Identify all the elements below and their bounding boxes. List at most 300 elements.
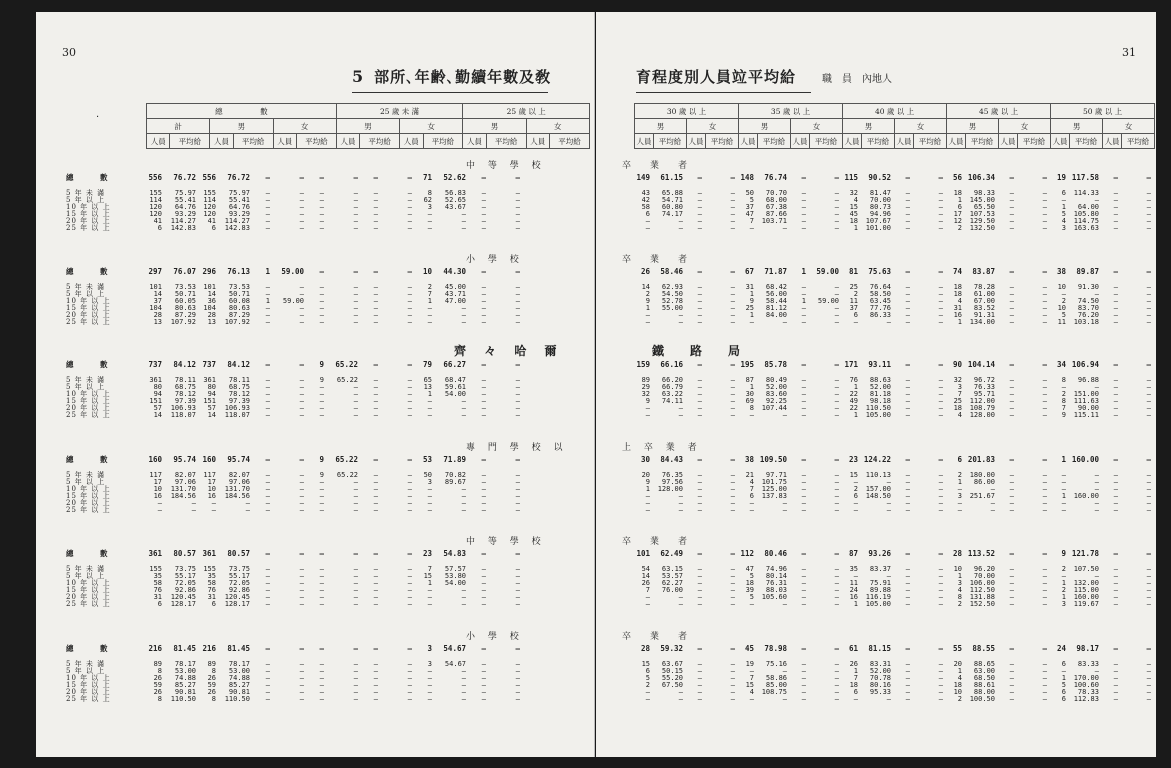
row-label: 5 年 未 滿 (66, 283, 106, 291)
table-cell: — (730, 579, 735, 587)
table-cell: 80.49 (765, 376, 787, 384)
table-cell: 68.42 (765, 283, 787, 291)
table-cell: — (265, 411, 270, 419)
table-cell: 25 (745, 304, 754, 312)
table-cell: 78.98 (764, 644, 787, 653)
table-cell: 14 (207, 290, 216, 298)
table-cell: 2 (853, 485, 858, 493)
table-cell: 3 (427, 660, 432, 668)
table-cell: 90.81 (174, 688, 196, 696)
page-title (352, 66, 551, 87)
header-subgroup: 男 (843, 119, 895, 134)
table-cell: — (461, 586, 466, 594)
table-cell: — (481, 360, 486, 369)
table-cell: 54.67 (444, 660, 466, 668)
table-cell: 54.50 (661, 290, 683, 298)
header-leaf: 平均給 (862, 134, 895, 149)
table-cell: — (299, 667, 304, 675)
header-leaf: 平均給 (654, 134, 687, 149)
table-cell: — (1009, 471, 1014, 479)
table-cell: 32 (641, 390, 650, 398)
table-cell: — (1042, 304, 1047, 312)
table-cell: — (853, 572, 858, 580)
table-cell: 107.53 (969, 210, 995, 218)
table-cell: — (697, 600, 702, 608)
table-cell: 78.17 (174, 660, 196, 668)
table-cell: — (299, 173, 304, 182)
table-cell: — (1146, 267, 1151, 276)
table-cell: 67.50 (661, 681, 683, 689)
table-cell: 184.56 (224, 492, 250, 500)
table-cell: — (1042, 660, 1047, 668)
table-cell: 6 (1061, 660, 1066, 668)
table-cell: 3 (957, 383, 962, 391)
table-cell: — (353, 593, 358, 601)
table-cell: 28 (153, 311, 162, 319)
total-row (636, 455, 1156, 464)
table-cell: 59.00 (816, 267, 839, 276)
table-cell: — (905, 681, 910, 689)
table-cell: — (319, 644, 324, 653)
table-cell: 56 (952, 173, 962, 182)
table-cell: — (299, 499, 304, 507)
table-cell: — (938, 173, 943, 182)
table-cell: — (319, 695, 324, 703)
table-cell: 1 (749, 290, 754, 298)
table-cell: — (834, 224, 839, 232)
table-cell: — (319, 196, 324, 204)
table-cell: 216 (148, 644, 162, 653)
table-cell: — (299, 196, 304, 204)
header-leaf: 人員 (210, 134, 233, 149)
table-cell: — (834, 411, 839, 419)
table-cell: — (427, 217, 432, 225)
table-cell: 128.00 (657, 485, 683, 493)
table-cell: — (265, 565, 270, 573)
table-cell: — (938, 478, 943, 486)
table-cell: 55.17 (174, 572, 196, 580)
row-label: 5 年 以 上 (66, 196, 106, 204)
table-cell: 53 (422, 455, 432, 464)
table-cell: — (1009, 478, 1014, 486)
row-label: 10 年 以 上 (66, 674, 111, 682)
table-cell: 1 (957, 478, 962, 486)
table-cell: 53.80 (444, 572, 466, 580)
table-cell: — (265, 290, 270, 298)
table-cell: 80.46 (764, 549, 787, 558)
table-header (634, 103, 1155, 149)
table-cell: 52.78 (661, 297, 683, 305)
table-cell: — (957, 499, 962, 507)
table-cell: — (730, 695, 735, 703)
table-cell: 78.17 (228, 660, 250, 668)
table-cell: — (886, 499, 891, 507)
table-cell: — (834, 549, 839, 558)
total-row (66, 644, 586, 653)
table-cell: — (905, 695, 910, 703)
table-cell: 97.71 (765, 471, 787, 479)
table-cell: 58 (153, 579, 162, 587)
table-cell: — (299, 283, 304, 291)
table-cell: — (481, 404, 486, 412)
table-cell: 10 (422, 267, 432, 276)
table-cell: — (730, 217, 735, 225)
table-cell: 37 (745, 203, 754, 211)
table-cell: 83.31 (869, 660, 891, 668)
table-cell: 15 (423, 572, 432, 580)
table-cell: — (1113, 196, 1118, 204)
table-cell: — (749, 318, 754, 326)
table-cell: 171 (844, 360, 858, 369)
table-cell: 3 (427, 644, 432, 653)
table-cell: — (905, 455, 910, 464)
header-subgroup: 計 (147, 119, 210, 134)
row-label: 10 年 以 上 (66, 203, 111, 211)
table-cell: 88.00 (973, 688, 995, 696)
table-cell: — (905, 360, 910, 369)
table-cell: — (1146, 304, 1151, 312)
table-cell: — (730, 390, 735, 398)
row-label: 5 年 以 上 (66, 667, 106, 675)
table-cell: — (938, 189, 943, 197)
table-cell: — (515, 485, 520, 493)
row-label: 5 年 以 上 (66, 478, 106, 486)
table-cell: 62.49 (660, 549, 683, 558)
header-leaf: 人員 (1051, 134, 1070, 149)
table-cell: — (730, 189, 735, 197)
table-cell: — (834, 485, 839, 493)
table-cell: 4 (853, 196, 858, 204)
table-cell: — (1009, 311, 1014, 319)
table-cell: — (1061, 383, 1066, 391)
table-cell: 57 (153, 404, 162, 412)
table-cell: — (834, 283, 839, 291)
table-cell: — (697, 695, 702, 703)
table-cell: 92.86 (228, 586, 250, 594)
table-cell: — (678, 492, 683, 500)
table-cell: 120 (149, 210, 162, 218)
table-cell: — (515, 189, 520, 197)
table-cell: 66.16 (660, 360, 683, 369)
table-cell: 157.00 (865, 485, 891, 493)
header-leaf: 人員 (999, 134, 1018, 149)
table-cell: — (1113, 593, 1118, 601)
table-cell: — (905, 203, 910, 211)
table-cell: 13 (207, 318, 216, 326)
table-cell: 21 (745, 471, 754, 479)
table-cell: — (834, 644, 839, 653)
table-row (636, 695, 1156, 704)
table-cell: — (407, 492, 412, 500)
table-cell: — (834, 203, 839, 211)
table-cell: 9 (645, 478, 650, 486)
table-cell: 6 (957, 455, 962, 464)
header-leaf: 平均給 (486, 134, 526, 149)
table-cell: — (373, 397, 378, 405)
table-cell: — (678, 506, 683, 514)
table-cell: 5 (749, 196, 754, 204)
table-cell: — (481, 318, 486, 326)
table-cell: — (730, 196, 735, 204)
table-cell: 67 (744, 267, 754, 276)
table-cell: — (853, 506, 858, 514)
table-cell: — (782, 499, 787, 507)
table-cell: — (1146, 600, 1151, 608)
table-cell: 16 (849, 593, 858, 601)
table-cell: — (697, 688, 702, 696)
table-cell: — (697, 506, 702, 514)
table-cell: 54.00 (444, 390, 466, 398)
table-cell: 88.03 (765, 586, 787, 594)
table-cell: — (938, 593, 943, 601)
table-cell: — (834, 681, 839, 689)
table-cell: 76.72 (173, 173, 196, 182)
table-cell: 74.50 (1077, 297, 1099, 305)
table-cell: 114.75 (1073, 217, 1099, 225)
table-cell: 75.16 (765, 660, 787, 668)
table-cell: — (1113, 586, 1118, 594)
table-cell: 55.41 (228, 196, 250, 204)
table-cell: — (801, 600, 806, 608)
table-cell: — (905, 189, 910, 197)
table-cell: — (1042, 593, 1047, 601)
table-cell: 41 (153, 217, 162, 225)
table-cell: — (730, 499, 735, 507)
row-label: 20 年 以 上 (66, 404, 111, 412)
table-cell: — (353, 210, 358, 218)
table-cell: 124.22 (863, 455, 891, 464)
table-cell: — (299, 397, 304, 405)
table-cell: 93.26 (868, 549, 891, 558)
page-number: 31 (1122, 46, 1136, 59)
table-cell: 108.75 (761, 688, 787, 696)
table-cell: — (299, 455, 304, 464)
table-cell: — (319, 485, 324, 493)
table-cell: 361 (202, 549, 216, 558)
table-cell: 54 (641, 565, 650, 573)
table-cell: — (697, 376, 702, 384)
table-cell: — (938, 565, 943, 573)
table-cell: — (957, 506, 962, 514)
table-cell: — (1009, 455, 1014, 464)
table-cell: — (1042, 644, 1047, 653)
table-cell: 56.00 (765, 290, 787, 298)
table-cell: 94.96 (869, 210, 891, 218)
page-title: 育程度別人員竝平均給 (636, 68, 797, 86)
table-cell: 84.12 (227, 360, 250, 369)
table-cell: — (515, 224, 520, 232)
table-cell: — (515, 572, 520, 580)
table-cell: — (1042, 297, 1047, 305)
table-cell: 58.50 (869, 290, 891, 298)
table-cell: — (730, 586, 735, 594)
table-cell: — (407, 290, 412, 298)
table-cell: — (938, 397, 943, 405)
table-cell: — (905, 210, 910, 218)
table-cell: 70.00 (869, 196, 891, 204)
table-cell: — (191, 506, 196, 514)
table-cell: — (1042, 549, 1047, 558)
table-cell: — (697, 297, 702, 305)
table-cell: — (801, 290, 806, 298)
table-cell: 1 (957, 196, 962, 204)
table-cell: — (461, 688, 466, 696)
table-cell: — (427, 681, 432, 689)
table-cell: 159 (636, 360, 650, 369)
table-cell: 74.88 (228, 674, 250, 682)
table-cell: — (938, 376, 943, 384)
table-cell: — (407, 397, 412, 405)
table-cell: — (801, 318, 806, 326)
table-cell: 1 (957, 667, 962, 675)
right-page (596, 12, 1156, 757)
table-cell: 125.00 (761, 485, 787, 493)
table-cell: 9 (1061, 549, 1066, 558)
table-cell: 74.96 (765, 565, 787, 573)
table-cell: — (730, 674, 735, 682)
table-cell: — (265, 404, 270, 412)
table-cell: 7 (645, 586, 650, 594)
table-cell: — (319, 549, 324, 558)
table-cell: 63.45 (869, 297, 891, 305)
table-cell: — (1113, 492, 1118, 500)
table-cell: — (1146, 688, 1151, 696)
table-cell: — (853, 695, 858, 703)
table-cell: 54.83 (443, 549, 466, 558)
table-cell: 89 (153, 660, 162, 668)
table-cell: — (1061, 572, 1066, 580)
table-cell: — (407, 549, 412, 558)
table-cell: — (299, 290, 304, 298)
table-cell: 216 (202, 644, 216, 653)
table-cell: — (645, 688, 650, 696)
table-row (636, 411, 1156, 420)
table-cell: — (515, 290, 520, 298)
table-cell: — (697, 471, 702, 479)
table-cell: — (407, 189, 412, 197)
header-leaf: 平均給 (1122, 134, 1155, 149)
table-cell: — (1009, 304, 1014, 312)
table-cell: 59.00 (817, 297, 839, 305)
table-cell: 101 (203, 283, 216, 291)
table-cell: — (905, 297, 910, 305)
table-cell: — (905, 311, 910, 319)
table-cell: 64.76 (228, 203, 250, 211)
table-cell: 95.74 (173, 455, 196, 464)
table-cell: — (886, 506, 891, 514)
table-cell: — (938, 224, 943, 232)
table-cell: — (353, 397, 358, 405)
table-cell: — (749, 667, 754, 675)
table-cell: — (353, 572, 358, 580)
table-cell: — (1113, 667, 1118, 675)
table-cell: 1 (265, 267, 270, 276)
table-cell: 160 (202, 455, 216, 464)
table-cell: 2 (957, 695, 962, 703)
header-group: 30 歲 以 上 (635, 104, 739, 119)
table-cell: — (834, 304, 839, 312)
table-cell: — (1009, 411, 1014, 419)
table-cell: 1 (427, 297, 432, 305)
table-cell: — (299, 411, 304, 419)
table-cell: — (1113, 695, 1118, 703)
table-cell: — (319, 565, 324, 573)
table-cell: 45 (849, 210, 858, 218)
table-cell: 54.00 (444, 579, 466, 587)
table-cell: 8 (1061, 376, 1066, 384)
table-cell: 83.33 (1077, 660, 1099, 668)
table-cell: 53.00 (228, 667, 250, 675)
table-cell: — (481, 485, 486, 493)
table-cell: 15 (849, 203, 858, 211)
table-cell: — (938, 600, 943, 608)
table-cell: — (481, 565, 486, 573)
table-cell: 49 (849, 397, 858, 405)
row-label: 5 年 以 上 (66, 383, 106, 391)
table-cell: 9 (1061, 411, 1066, 419)
table-cell: 8 (211, 667, 216, 675)
table-cell: — (730, 549, 735, 558)
table-cell: — (481, 586, 486, 594)
table-cell: 32 (953, 376, 962, 384)
table-cell: 32 (849, 189, 858, 197)
table-cell: 105.00 (865, 600, 891, 608)
table-cell: 88.61 (973, 681, 995, 689)
table-cell: — (353, 297, 358, 305)
table-cell: — (1146, 173, 1151, 182)
table-cell: — (407, 499, 412, 507)
table-cell: — (1113, 660, 1118, 668)
table-cell: — (1113, 485, 1118, 493)
row-label: 總 數 (66, 173, 109, 182)
header-subgroup: 男 (336, 119, 399, 134)
table-cell: — (905, 579, 910, 587)
row-label: 15 年 以 上 (66, 210, 111, 218)
table-cell: — (730, 376, 735, 384)
table-cell: 1 (1061, 203, 1066, 211)
table-cell: — (730, 397, 735, 405)
table-cell: — (481, 397, 486, 405)
table-cell: — (1094, 506, 1099, 514)
table-cell: — (938, 297, 943, 305)
table-cell: — (1009, 499, 1014, 507)
table-cell: — (515, 674, 520, 682)
table-cell: 29 (641, 383, 650, 391)
table-cell: — (834, 674, 839, 682)
table-cell: — (515, 383, 520, 391)
table-cell: 54.67 (443, 644, 466, 653)
table-cell: — (1009, 674, 1014, 682)
table-cell: — (515, 297, 520, 305)
table-cell: — (782, 695, 787, 703)
table-cell: 68.00 (765, 196, 787, 204)
table-cell: — (407, 660, 412, 668)
table-cell: — (1009, 506, 1014, 514)
table-cell: 97.56 (661, 478, 683, 486)
table-cell: — (353, 173, 358, 182)
table-cell: — (407, 644, 412, 653)
table-cell: — (697, 455, 702, 464)
table-cell: — (1094, 478, 1099, 486)
row-label: 5 年 未 滿 (66, 565, 106, 573)
table-cell: 361 (148, 549, 162, 558)
row-label: 15 年 以 上 (66, 681, 111, 689)
total-row (66, 173, 586, 182)
table-cell: — (319, 492, 324, 500)
table-cell: 7 (957, 390, 962, 398)
table-cell: 100.50 (969, 695, 995, 703)
table-cell: — (265, 593, 270, 601)
